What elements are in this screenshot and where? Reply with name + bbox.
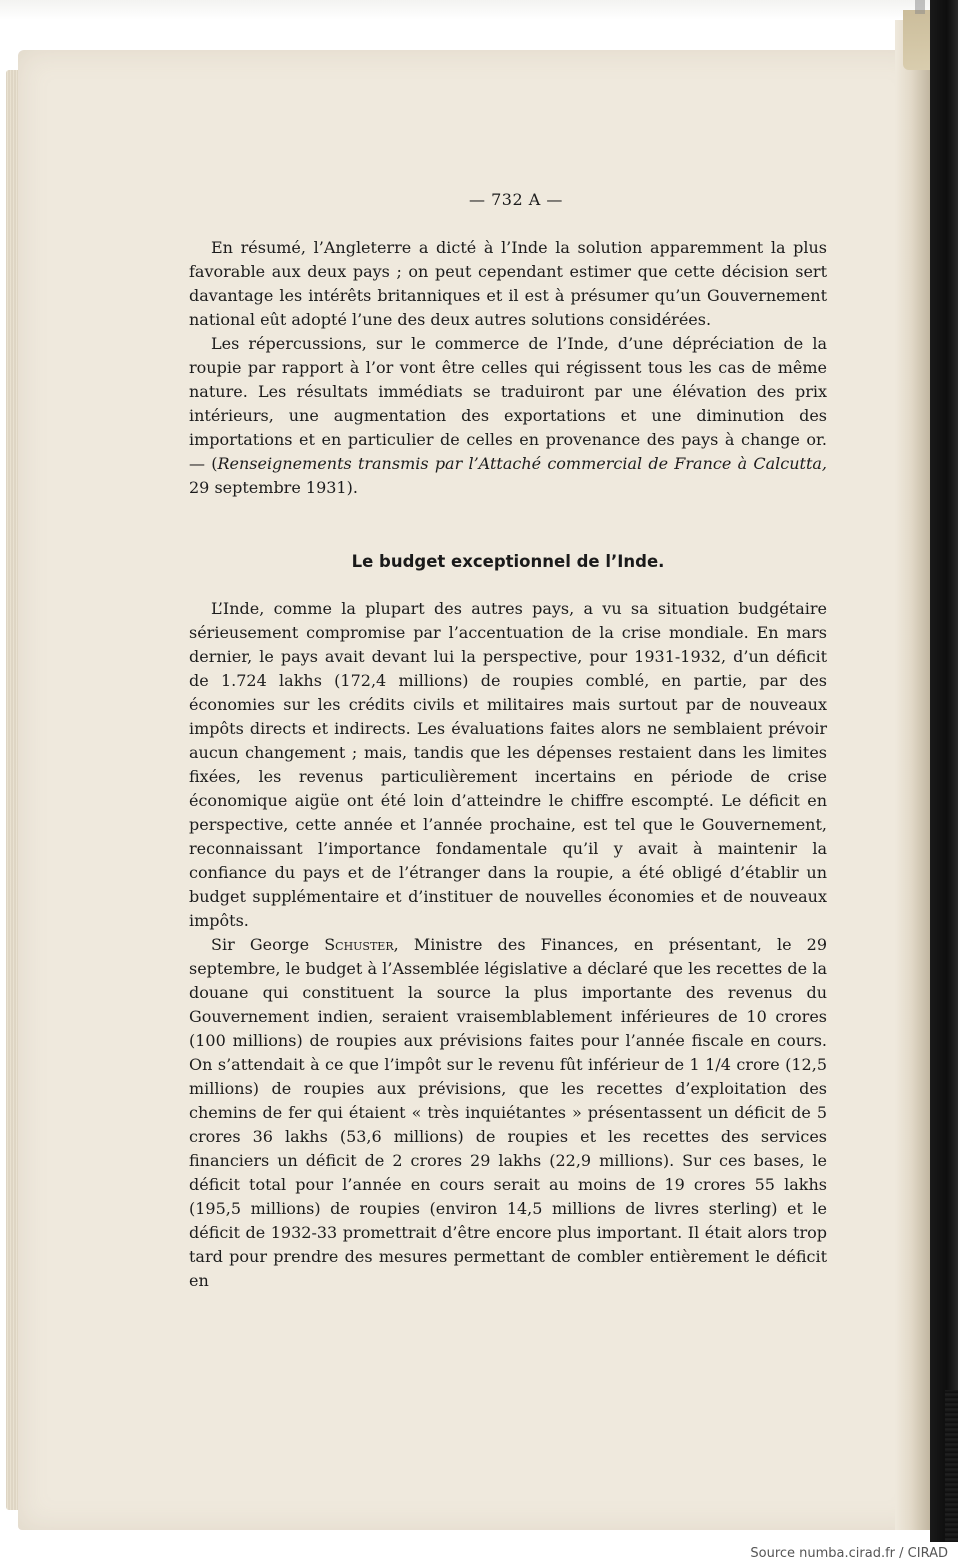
section1-text xyxy=(189,236,827,500)
scan-background xyxy=(0,0,958,20)
paragraph: L’Inde, comme la plupart des autres pays, a vu sa situation budgétaire sérieusement compromise par l’accentuation de la crise mondiale. En mars dernier, le pays avait devant lui la perspective, pour 1931-1932, d’un déficit de 1.724 lakhs (172,4 millions) de roupies comblé, en partie, par des économies sur les crédits civils et militaires mais surtout par de nouveaux impôts directs et indirects. Les évaluations faites alors ne semblaient prévoir aucun changement ; mais, tandis que les dépenses restaient dans les limites fixées, les revenus particulièrement incertains en période de crise économique aigüe ont été loin d’atteindre le chiffre escompté. Le déficit en perspective, cette année et l’année prochaine, est tel que le Gouvernement, reconnaissant l’importance fondamentale qu’il y avait à maintenir la confiance du pays et de l’étranger dans la roupie, a été obligé d’établir un budget supplémentaire et d’instituer de nouvelles économies et de nouveaux impôts. xyxy=(189,599,827,930)
paragraph-text: Sir George xyxy=(211,935,325,954)
book-spine xyxy=(930,0,958,1542)
spine-highlight xyxy=(915,0,925,14)
page-gutter xyxy=(895,20,931,1530)
section-heading: Le budget exceptionnel de l’Inde. xyxy=(351,552,665,571)
bookmark-ribbon xyxy=(945,1390,958,1542)
paragraph-text: Les répercussions, sur le commerce de l’Inde, d’une dépréciation de la roupie par rapport à l’or vont être celles qui régissent tous les cas de même nature. Les résultats immédiats se traduiront par une élévation des prix intérieurs, une augmentation des exportations et une diminution des importations et en particulier de celles en provenance des pays à change or. — ( xyxy=(189,334,827,473)
person-name: Schuster xyxy=(324,935,394,954)
paragraph: En résumé, l’Angleterre a dicté à l’Inde la solution apparemment la plus favorable aux deux pays ; on peut cependant estimer que cette décision sert davantage les intérêts britanniques et il est à présumer qu’un Gouvernement national eût adopté l’une des deux autres solutions considérées. xyxy=(189,238,827,329)
citation-date: 29 septembre 1931). xyxy=(189,478,358,497)
page-number: — 732 A — xyxy=(469,190,563,209)
paragraph xyxy=(189,933,827,1293)
section2-text xyxy=(189,597,827,1293)
page-edge xyxy=(903,10,933,70)
paragraph-text: , Ministre des Finances, en présentant, le 29 septembre, le budget à l’Assemblée législative a déclaré que les recettes de la douane qui constituent la source la plus importante des revenus du Gouvernement indien, seraient vraisemblablement inférieures de 10 crores (100 millions) de roupies aux prévisions faites pour l’année fiscale en cours. On s’attendait à ce que l’impôt sur le revenu fût inférieur de 1 1/4 crore (12,5 millions) de roupies aux prévisions, que les recettes d’exploitation des chemins de fer qui étaient « très inquiétantes » présentassent un déficit de 5 crores 36 lakhs (53,6 millions) de roupies et les recettes des services financiers un déficit de 2 crores 29 lakhs (22,9 millions). Sur ces bases, le déficit total pour l’année en cours serait au moins de 19 crores 55 lakhs (195,5 millions) de roupies (environ 14,5 millions de livres sterling) et le déficit de 1932-33 promettrait d’être encore plus important. Il était alors trop tard pour prendre des mesures permettant de combler entièrement le déficit en xyxy=(189,935,828,1290)
source-credit: Source numba.cirad.fr / CIRAD xyxy=(750,1546,948,1561)
paragraph xyxy=(189,332,827,500)
citation-source: Renseignements transmis par l’Attaché commercial de France à Calcutta, xyxy=(217,454,827,473)
